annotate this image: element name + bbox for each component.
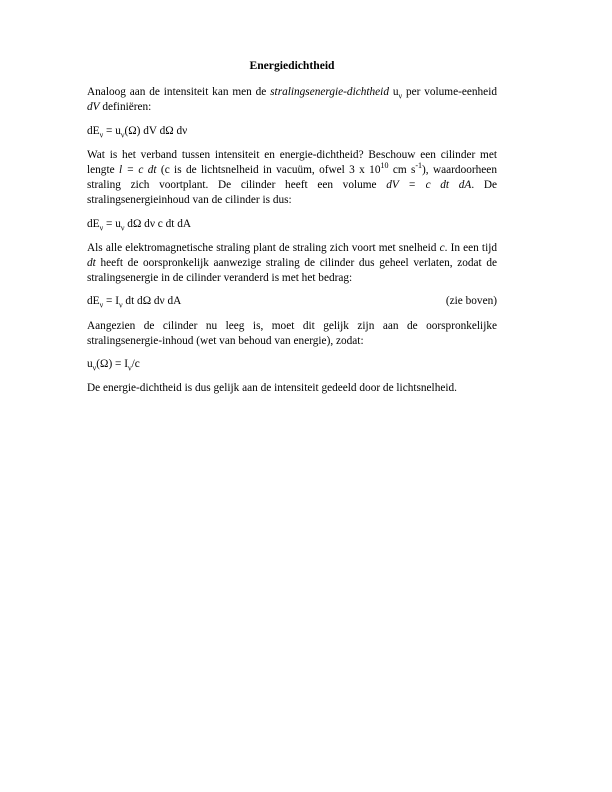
subscript: ν — [99, 222, 104, 232]
emphasis-term: stralingsenergie-dichtheid — [270, 86, 389, 99]
paragraph-intro — [87, 85, 497, 115]
paragraph-conclusion: De energie-dichtheid is dus gelijk aan de intensiteit gedeeld door de lichtsnelheid. — [87, 382, 457, 395]
eq-part: (Ω) dV dΩ dν — [124, 124, 188, 137]
paragraph-speed — [87, 241, 497, 287]
eq-part: = u — [103, 217, 121, 230]
subscript: ν — [99, 300, 104, 310]
subscript: ν — [118, 300, 123, 310]
text-span: heeft de oorspronkelijk aanwezige straling de cilinder dus geheel verlaten, zodat de stralingsenergie in de cilinder veranderd is met het bedrag: — [87, 257, 497, 285]
eq-part: dE — [87, 295, 100, 308]
text-span: per volume-eenheid — [402, 86, 497, 99]
text-span: Analoog aan de intensiteit kan men de — [87, 86, 271, 99]
emphasis-symbol: c — [439, 241, 445, 254]
text-span: u — [388, 86, 399, 99]
eq-part: = I — [103, 295, 119, 308]
text-span: ), waardoorheen straling zich voortplant. De cilinder heeft een volume — [87, 164, 497, 192]
equation-3 — [87, 294, 497, 309]
emphasis-symbol: dt — [87, 257, 96, 270]
eq-part: dE — [87, 124, 100, 137]
equation-1 — [87, 124, 497, 139]
eq-part: dE — [87, 217, 100, 230]
eq-part: u — [87, 358, 93, 371]
text-span: . In een tijd — [444, 241, 497, 254]
equation-2 — [87, 217, 497, 232]
text-span: Als alle elektromagnetische straling plant de straling zich voort met snelheid — [87, 241, 440, 254]
emphasis-formula: dV = c dt dA — [386, 179, 472, 192]
emphasis-symbol: dV — [87, 101, 100, 114]
eq-part: (Ω) = I — [96, 358, 128, 371]
text-span: (c is de lichtsnelheid in vacuüm, ofwel 3 x 10 — [156, 164, 381, 177]
superscript: 10 — [380, 161, 389, 171]
emphasis-formula: l = c dt — [118, 164, 157, 177]
subscript: ν — [398, 91, 403, 101]
equation-note: (zie boven) — [445, 295, 497, 308]
eq-part: = u — [103, 124, 121, 137]
equation-4 — [87, 357, 497, 372]
eq-part: /c — [131, 358, 140, 371]
paragraph-cylinder — [87, 148, 497, 209]
text-span: definiëren: — [99, 101, 152, 114]
text-span: cm s — [388, 164, 416, 177]
subscript: ν — [92, 363, 97, 373]
subscript: ν — [99, 129, 104, 139]
eq-part: dΩ dν c dt dA — [124, 217, 192, 230]
subscript: ν — [120, 222, 125, 232]
subscript: ν — [127, 363, 132, 373]
page-title: Energiedichtheid — [249, 59, 335, 72]
paragraph-conservation: Aangezien de cilinder nu leeg is, moet dit gelijk zijn aan de oorspronkelijke stralingsenergie-inhoud (wet van behoud van energie), zodat: — [87, 319, 497, 347]
text-span: . De stralingsenergieinhoud van de cilinder is dus: — [87, 179, 497, 207]
superscript: -1 — [415, 161, 423, 171]
document-page — [87, 58, 497, 404]
eq-part: dt dΩ dν dA — [122, 295, 182, 308]
subscript: ν — [120, 129, 125, 139]
text-span: Wat is het verband tussen intensiteit en energie-dichtheid? Beschouw een cilinder met lengte — [87, 148, 497, 177]
